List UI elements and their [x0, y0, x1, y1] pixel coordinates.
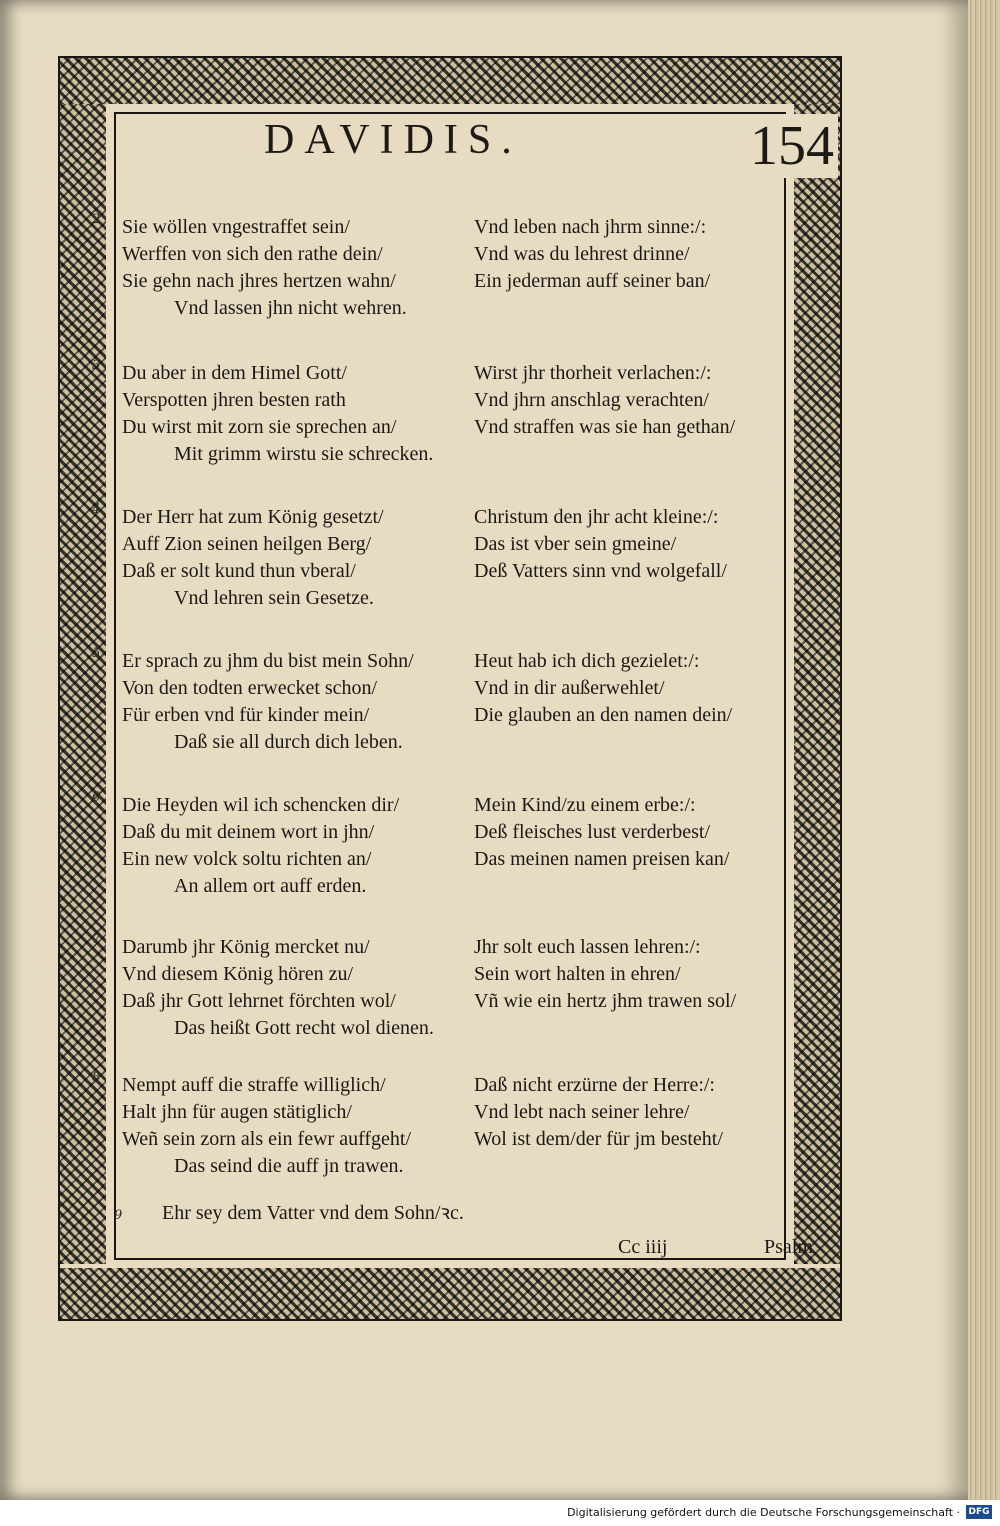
verse-line [122, 646, 832, 673]
verse-line-second-half: Vnd leben nach jhrm sinne:/: [474, 216, 707, 238]
verse-number: 5 [92, 646, 101, 661]
verse-number: 7 [92, 932, 101, 947]
verse-line-first-half: Der Herr hat zum König gesetzt/ [122, 506, 384, 528]
verse-line-second-half: Das meinen namen preisen kan/ [474, 848, 730, 870]
verse-line-first-half: Halt jhn für augen stätiglich/ [122, 1101, 352, 1123]
verse-line-second-half: Jhr solt euch lassen lehren:/: [474, 936, 701, 958]
verse-line-second-half: Vnd was du lehrest drinne/ [474, 243, 690, 265]
stanza [92, 212, 832, 320]
stanza [92, 358, 832, 466]
verse-line [122, 986, 832, 1013]
verse-line-first-half: Vnd lassen jhn nicht wehren. [174, 297, 407, 319]
verse-line [122, 385, 832, 412]
verse-line [122, 502, 832, 529]
verse-line-first-half: Du wirst mit zorn sie sprechen an/ [122, 416, 397, 438]
verse-line-first-half: Das seind die auff jn trawen. [174, 1155, 404, 1177]
verse-line-first-half: An allem ort auff erden. [174, 875, 367, 897]
verse-line [122, 583, 832, 610]
verse-line-second-half: Die glauben an den namen dein/ [474, 704, 733, 726]
stanza [92, 932, 832, 1040]
verse-line-second-half: Ein jederman auff seiner ban/ [474, 270, 711, 292]
verse-line-second-half: Wol ist dem/der für jm besteht/ [474, 1128, 723, 1150]
verse-line-first-half: Daß du mit deinem wort in jhn/ [122, 821, 375, 843]
verse-line-second-half: Sein wort halten in ehren/ [474, 963, 681, 985]
verse-number: 4 [92, 502, 101, 517]
running-head: DAVIDIS. [264, 117, 522, 163]
verse-line-first-half: Für erben vnd für kinder mein/ [122, 704, 370, 726]
verse-line [122, 529, 832, 556]
verse-line [122, 959, 832, 986]
verse-line-first-half: Darumb jhr König mercket nu/ [122, 936, 370, 958]
verse-line [122, 817, 832, 844]
verse-line-first-half: Auff Zion seinen heilgen Berg/ [122, 533, 372, 555]
verse-line-second-half: Daß nicht erzürne der Herre:/: [474, 1074, 715, 1096]
verse-line [122, 844, 832, 871]
verse-line-first-half: Daß er solt kund thun vberal/ [122, 560, 356, 582]
verse-line [122, 727, 832, 754]
verse-line [122, 412, 832, 439]
verse-line [122, 1151, 832, 1178]
verse-line-first-half: Weñ sein zorn als ein fewr auffgeht/ [122, 1128, 412, 1150]
verse-line-first-half: Das heißt Gott recht wol dienen. [174, 1017, 434, 1039]
verse-line-second-half: Heut hab ich dich gezielet:/: [474, 650, 700, 672]
stanza [92, 1070, 832, 1178]
verse-line [122, 1124, 832, 1151]
verse-line-second-half: Deß fleisches lust verderbest/ [474, 821, 711, 843]
verse-line-first-half: Vnd diesem König hören zu/ [122, 963, 354, 985]
verse-number: 9 [114, 1208, 123, 1223]
verse-number: 2 [92, 212, 101, 227]
verse-line [122, 212, 832, 239]
verse-line [122, 700, 832, 727]
verse-line-second-half: Deß Vatters sinn vnd wolgefall/ [474, 560, 727, 582]
verse-line [122, 932, 832, 959]
verse-line-second-half: Das ist vber sein gmeine/ [474, 533, 677, 555]
page-edge [968, 0, 1000, 1500]
verse-number: 6 [92, 790, 101, 805]
verse-line-second-half: Vnd straffen was sie han gethan/ [474, 416, 736, 438]
verse-line-first-half: Mit grimm wirstu sie schrecken. [174, 443, 434, 465]
verse-line-first-half: Daß jhr Gott lehrnet förchten wol/ [122, 990, 396, 1012]
verse-line [122, 239, 832, 266]
verse-line-first-half: Vnd lehren sein Gesetze. [174, 587, 374, 609]
verse-line [122, 556, 832, 583]
verse-line [122, 871, 832, 898]
signature-mark: Cc iiij [618, 1236, 668, 1258]
verse-line-second-half: Vñ wie ein hertz jhm trawen sol/ [474, 990, 737, 1012]
verse-line-first-half: Verspotten jhren besten rath [122, 389, 346, 411]
digitization-note: Digitalisierung gefördert durch die Deutsche Forschungsgemeinschaft · [567, 1506, 960, 1519]
catchword: Psalm [764, 1236, 813, 1258]
verse-line-first-half: Sie gehn nach jhres hertzen wahn/ [122, 270, 396, 292]
verse-line-second-half: Vnd jhrn anschlag verachten/ [474, 389, 709, 411]
doxology-line: Ehr sey dem Vatter vnd dem Sohn/ꝛc. [162, 1202, 464, 1224]
verse-line [122, 1097, 832, 1124]
verse-line [122, 439, 832, 466]
verse-line [122, 1013, 832, 1040]
verse-line-first-half: Nempt auff die straffe williglich/ [122, 1074, 386, 1096]
verse-line [122, 790, 832, 817]
stanza [92, 646, 832, 754]
verse-line-second-half: Christum den jhr acht kleine:/: [474, 506, 719, 528]
verse-line [122, 673, 832, 700]
verse-line-second-half: Vnd lebt nach seiner lehre/ [474, 1101, 690, 1123]
verse-line-first-half: Daß sie all durch dich leben. [174, 731, 403, 753]
verse-line [122, 293, 832, 320]
dfg-logo-icon: DFG [966, 1505, 992, 1519]
verse-line [122, 358, 832, 385]
verse-line-first-half: Werffen von sich den rathe dein/ [122, 243, 383, 265]
verse-number: 8 [92, 1070, 101, 1085]
page-number: 154 [746, 114, 838, 178]
stanza [92, 502, 832, 610]
verse-line-first-half: Sie wöllen vngestraffet sein/ [122, 216, 350, 238]
verse-line-first-half: Von den todten erwecket schon/ [122, 677, 378, 699]
verse-line-second-half: Mein Kind/zu einem erbe:/: [474, 794, 696, 816]
digitization-footer [0, 1500, 1000, 1526]
verse-line-second-half: Vnd in dir außerwehlet/ [474, 677, 665, 699]
verse-line-first-half: Du aber in dem Himel Gott/ [122, 362, 347, 384]
stanza [92, 790, 832, 898]
verse-line-first-half: Ein new volck soltu richten an/ [122, 848, 372, 870]
verse-line-first-half: Er sprach zu jhm du bist mein Sohn/ [122, 650, 414, 672]
verse-line [122, 1070, 832, 1097]
verse-line-first-half: Die Heyden wil ich schencken dir/ [122, 794, 400, 816]
verse-number: 3 [92, 358, 101, 373]
verse-line [122, 266, 832, 293]
verse-line-second-half: Wirst jhr thorheit verlachen:/: [474, 362, 712, 384]
